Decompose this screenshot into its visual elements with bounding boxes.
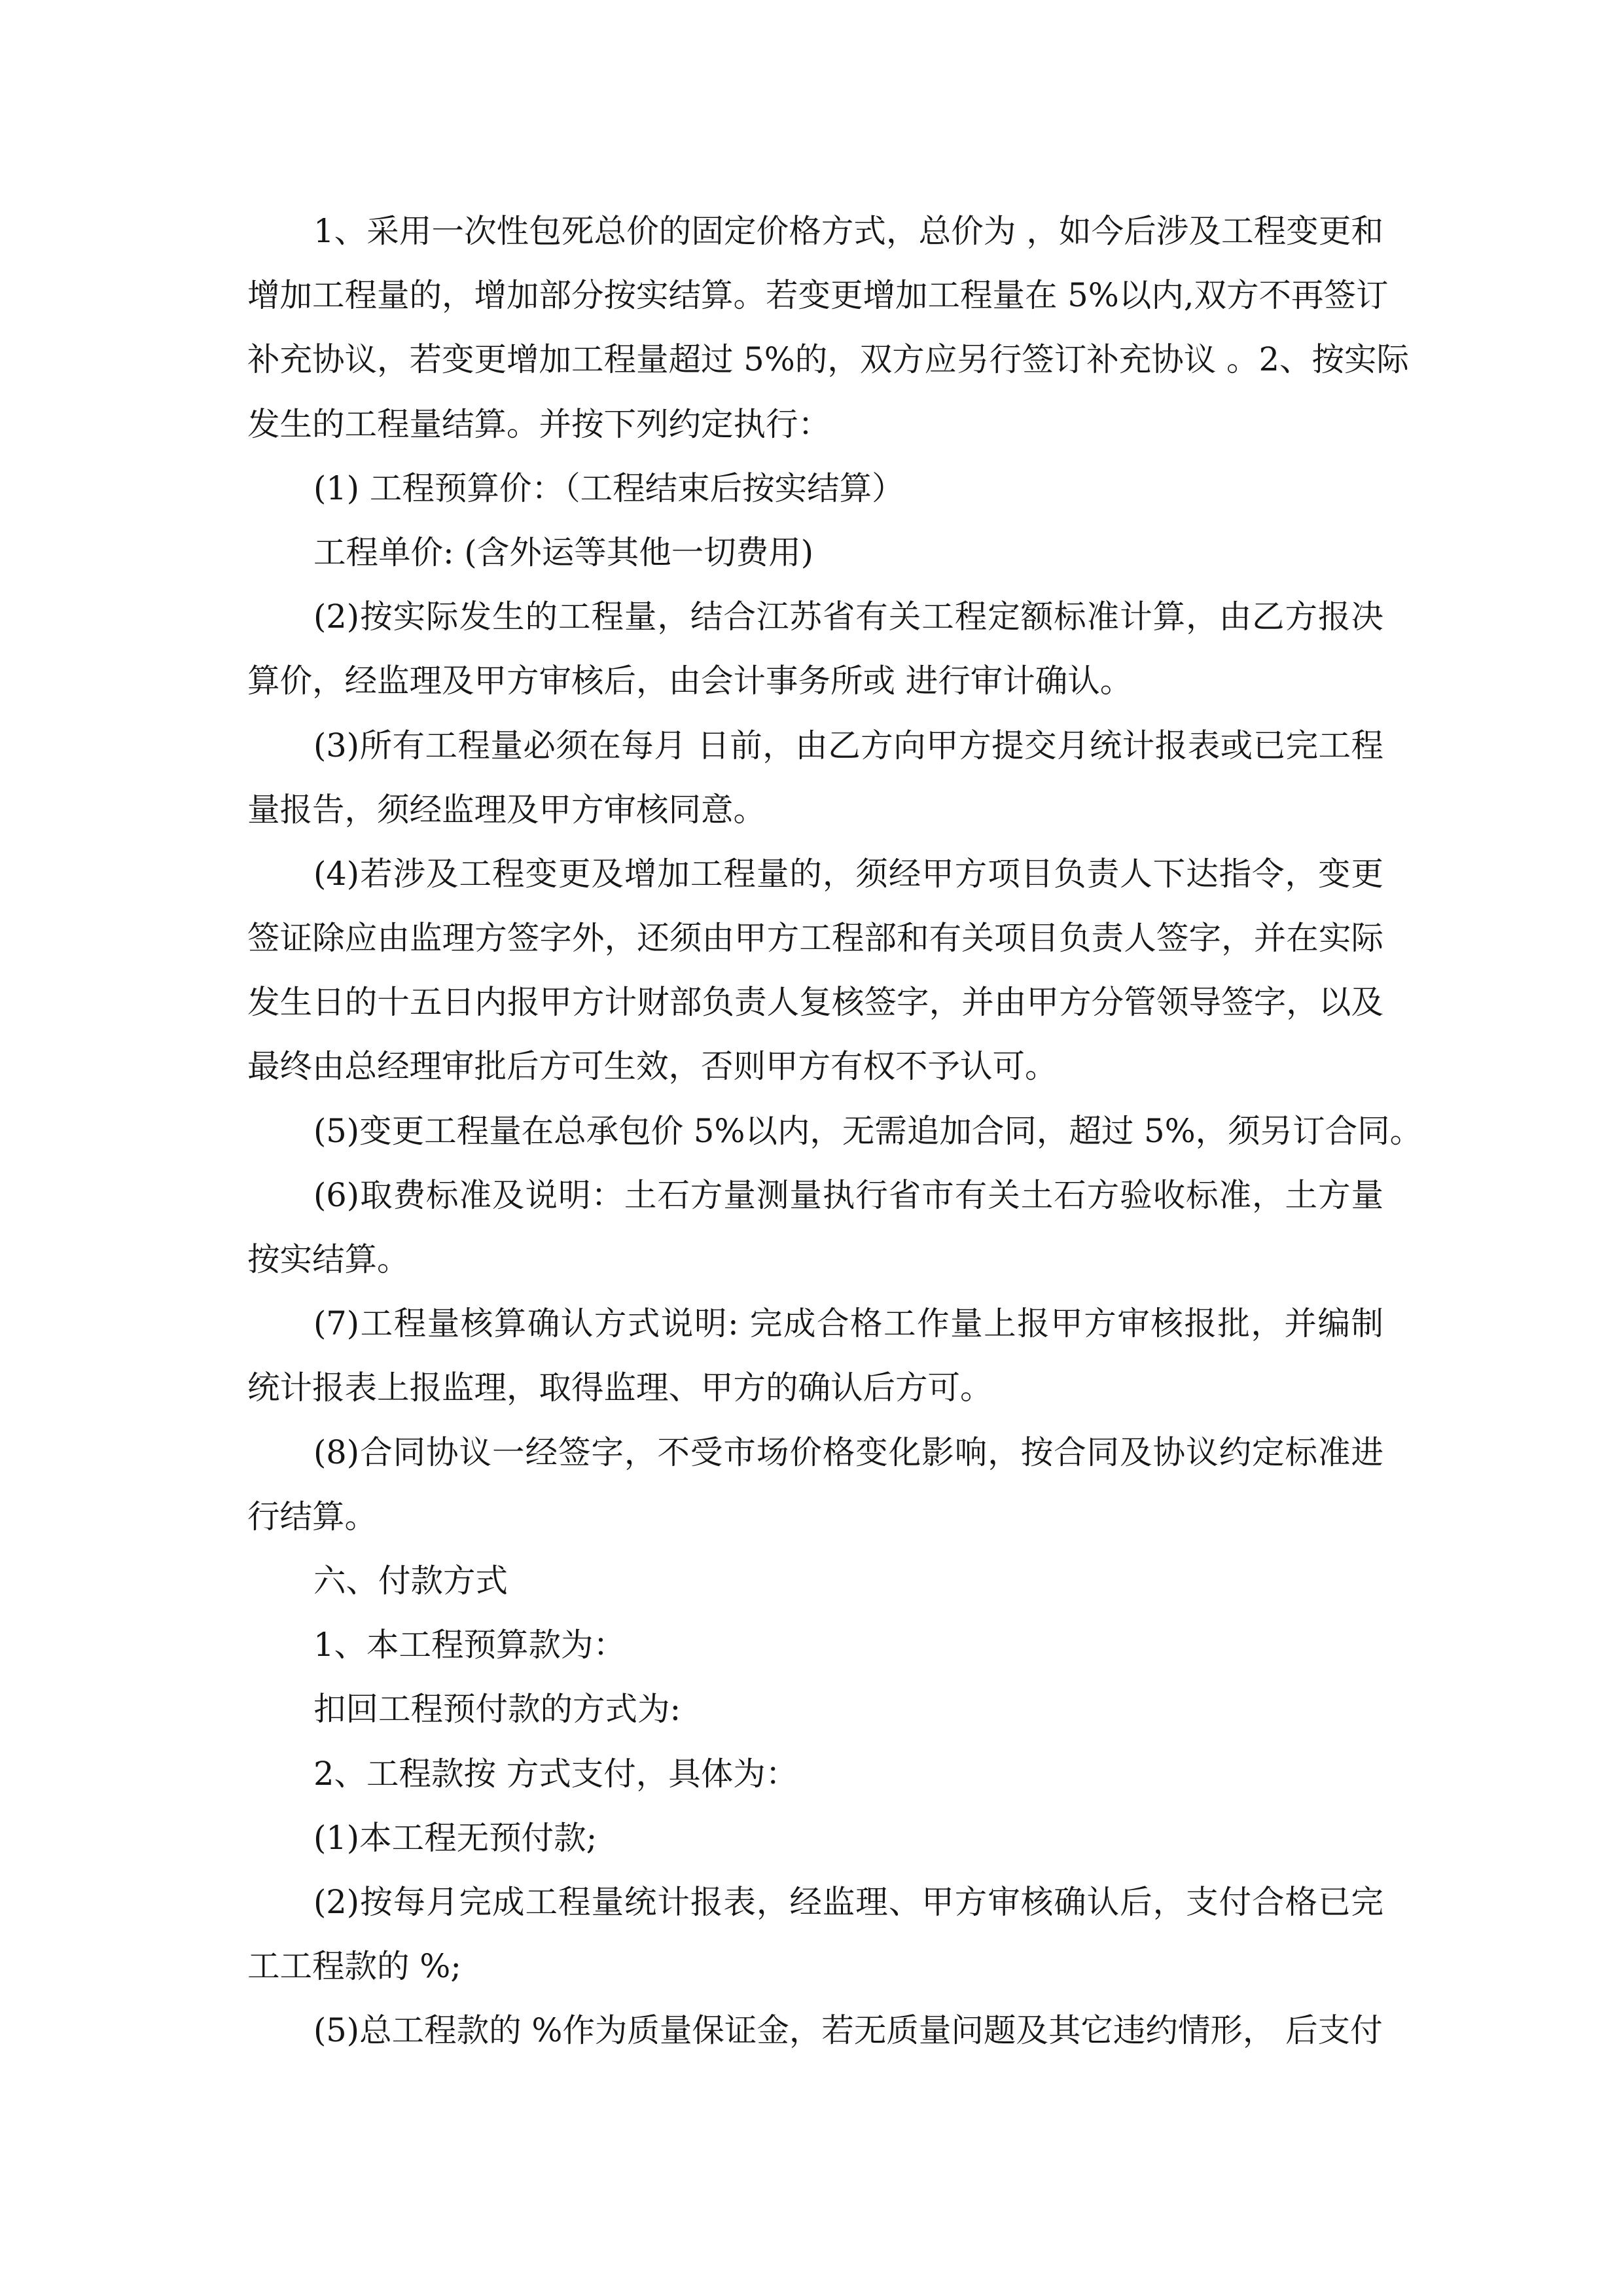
section-heading: 六、付款方式 [313, 1561, 508, 1600]
document-body [247, 199, 1423, 2062]
text-line: (3)所有工程量必须在每月 日前，由乙方向甲方提交月统计报表或已完工程 [313, 726, 1383, 764]
text-line: 1、本工程预算款为： [313, 1626, 626, 1664]
text-line: 算价，经监理及甲方审核后，由会计事务所或 进行审计确认。 [247, 662, 1133, 700]
paragraph-item-7 [247, 1291, 1383, 1420]
text-line: (8)合同协议一经签字，不受市场价格变化影响，按合同及协议约定标准进 [313, 1433, 1383, 1471]
paragraph-budget-price [247, 456, 1383, 520]
paragraph-unit-price [247, 520, 1383, 584]
text-line: 最终由总经理审批后方可生效，否则甲方有权不予认可。 [247, 1047, 1058, 1086]
text-line: 增加工程量的，增加部分按实结算。若变更增加工程量在 5%以内,双方不再签订 [247, 276, 1389, 315]
paragraph-item-8 [247, 1420, 1383, 1549]
text-line: (1)本工程无预付款; [313, 1818, 597, 1857]
text-line: 1、采用一次性包死总价的固定价格方式，总价为 ，如今后涉及工程变更和 [313, 212, 1383, 250]
paragraph-item-3 [247, 713, 1383, 842]
text-line: 发生的工程量结算。并按下列约定执行： [247, 404, 830, 443]
paragraph-item-2 [247, 584, 1383, 713]
text-line: (7)工程量核算确认方式说明: 完成合格工作量上报甲方审核报批，并编制 [313, 1304, 1383, 1343]
text-line: 扣回工程预付款的方式为: [313, 1690, 681, 1729]
paragraph-quality-deposit [247, 1998, 1383, 2062]
text-line: 工程单价: (含外运等其他一切费用) [313, 533, 814, 571]
text-line: 2、工程款按 方式支付，具体为： [313, 1754, 798, 1793]
text-line: (6)取费标准及说明：土石方量测量执行省市有关土石方验收标准，土方量 [313, 1175, 1383, 1214]
text-line: 发生日的十五日内报甲方计财部负责人复核签字，并由甲方分管领导签字，以及 [247, 983, 1383, 1022]
section-heading-payment [247, 1549, 1383, 1613]
text-line: 量报告，须经监理及甲方审核同意。 [247, 790, 766, 829]
paragraph-item-5 [247, 1099, 1423, 1163]
text-line: (5)总工程款的 %作为质量保证金，若无质量问题及其它违约情形， 后支付 [313, 2011, 1383, 2050]
paragraph-no-advance [247, 1806, 1383, 1870]
text-line: 按实结算。 [247, 1240, 410, 1278]
text-line: 签证除应由监理方签字外，还须由甲方工程部和有关项目负责人签字，并在实际 [247, 919, 1383, 958]
paragraph-advance-deduction [247, 1677, 1383, 1741]
paragraph-item-4 [247, 842, 1383, 1099]
text-line: (5)变更工程量在总承包价 5%以内，无需追加合同，超过 5%，须另订合同。 [313, 1111, 1423, 1150]
text-line: 工工程款的 %; [247, 1947, 461, 1986]
text-line: (2)按实际发生的工程量，结合江苏省有关工程定额标准计算，由乙方报决 [313, 598, 1383, 636]
paragraph-pricing-method [247, 199, 1409, 456]
text-line: 统计报表上报监理，取得监理、甲方的确认后方可。 [247, 1369, 993, 1407]
text-line: 补充协议，若变更增加工程量超过 5%的，双方应另行签订补充协议 。2、按实际 [247, 340, 1409, 379]
text-line: 行结算。 [247, 1497, 377, 1535]
text-line: (4)若涉及工程变更及增加工程量的，须经甲方项目负责人下达指令，变更 [313, 854, 1383, 893]
text-line: (2)按每月完成工程量统计报表，经监理、甲方审核确认后，支付合格已完 [313, 1882, 1383, 1921]
paragraph-budget-amount [247, 1613, 1383, 1677]
paragraph-payment-method [247, 1742, 1383, 1806]
paragraph-monthly-payment [247, 1870, 1383, 1998]
text-line: (1) 工程预算价：（工程结束后按实结算） [313, 469, 904, 507]
paragraph-item-6 [247, 1163, 1383, 1291]
